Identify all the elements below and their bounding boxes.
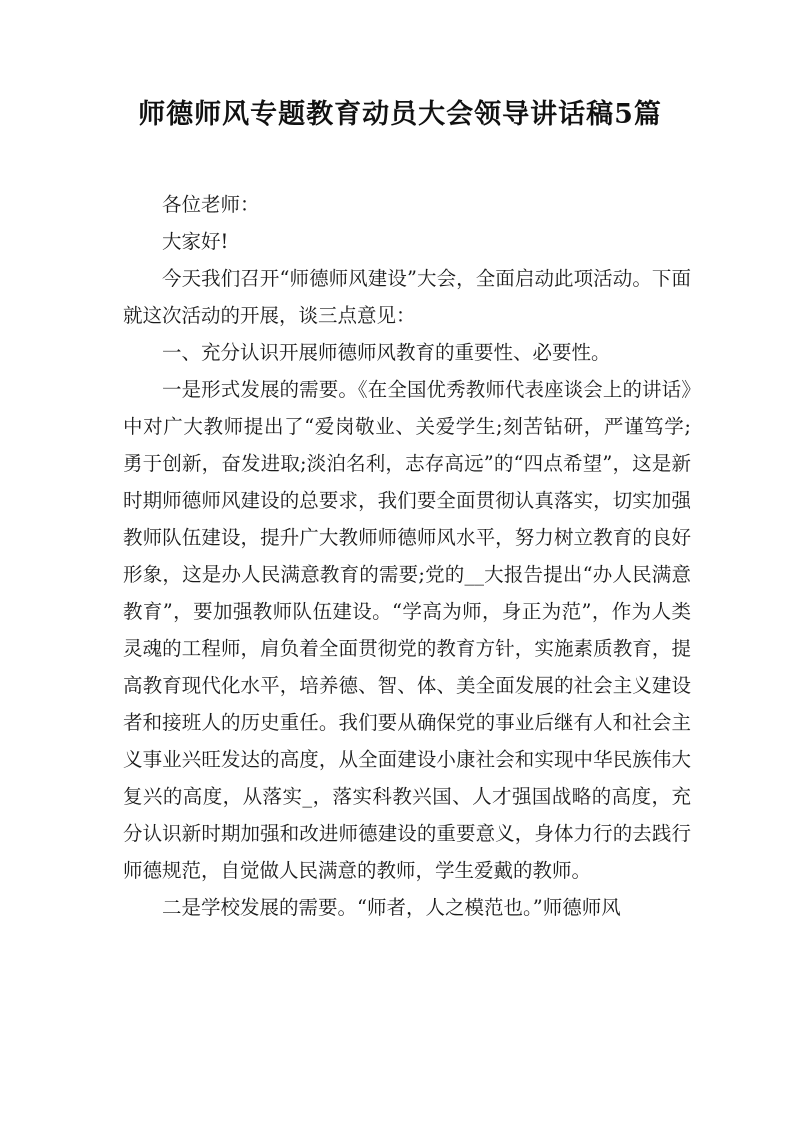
paragraph-intro: 今天我们召开“师德师风建设”大会，全面启动此项活动。下面就这次活动的开展，谈三点意见： xyxy=(123,267,691,327)
paragraph-salutation: 各位老师： xyxy=(162,193,260,216)
document-title: 师德师风专题教育动员大会领导讲话稿5篇 xyxy=(138,99,662,130)
paragraph-greeting: 大家好! xyxy=(162,230,229,253)
document-body xyxy=(123,186,691,926)
paragraph-section-heading: 一、充分认识开展师德师风教育的重要性、必要性。 xyxy=(162,341,611,364)
paragraph-point-two: 二是学校发展的需要。“师者，人之模范也。”师德师风 xyxy=(162,896,621,919)
paragraph-point-one: 一是形式发展的需要。《在全国优秀教师代表座谈会上的讲话》中对广大教师提出了“爱岗敬业、关爱学生;刻苦钻研，严谨笃学;勇于创新，奋发进取;淡泊名利，志存高远”的“四点希望”，这是新时期师德师风建设的总要求，我们要全面贯彻认真落实，切实加强教师队伍建设，提升广大教师师德师风水平，努力树立教育的良好形象，这是办人民满意教育的需要;党的__大报告提出“办人民满意教育”，要加强教师队伍建设。“学高为师，身正为范”，作为人类灵魂的工程师，肩负着全面贯彻党的教育方针，实施素质教育，提高教育现代化水平，培养德、智、体、美全面发展的社会主义建设者和接班人的历史重任。我们要从确保党的事业后继有人和社会主义事业兴旺发达的高度，从全面建设小康社会和实现中华民族伟大复兴的高度，从落实_，落实科教兴国、人才强国战略的高度，充分认识新时期加强和改进师德建设的重要意义，身体力行的去践行师德规范，自觉做人民满意的教师，学生爱戴的教师。 xyxy=(123,378,691,882)
